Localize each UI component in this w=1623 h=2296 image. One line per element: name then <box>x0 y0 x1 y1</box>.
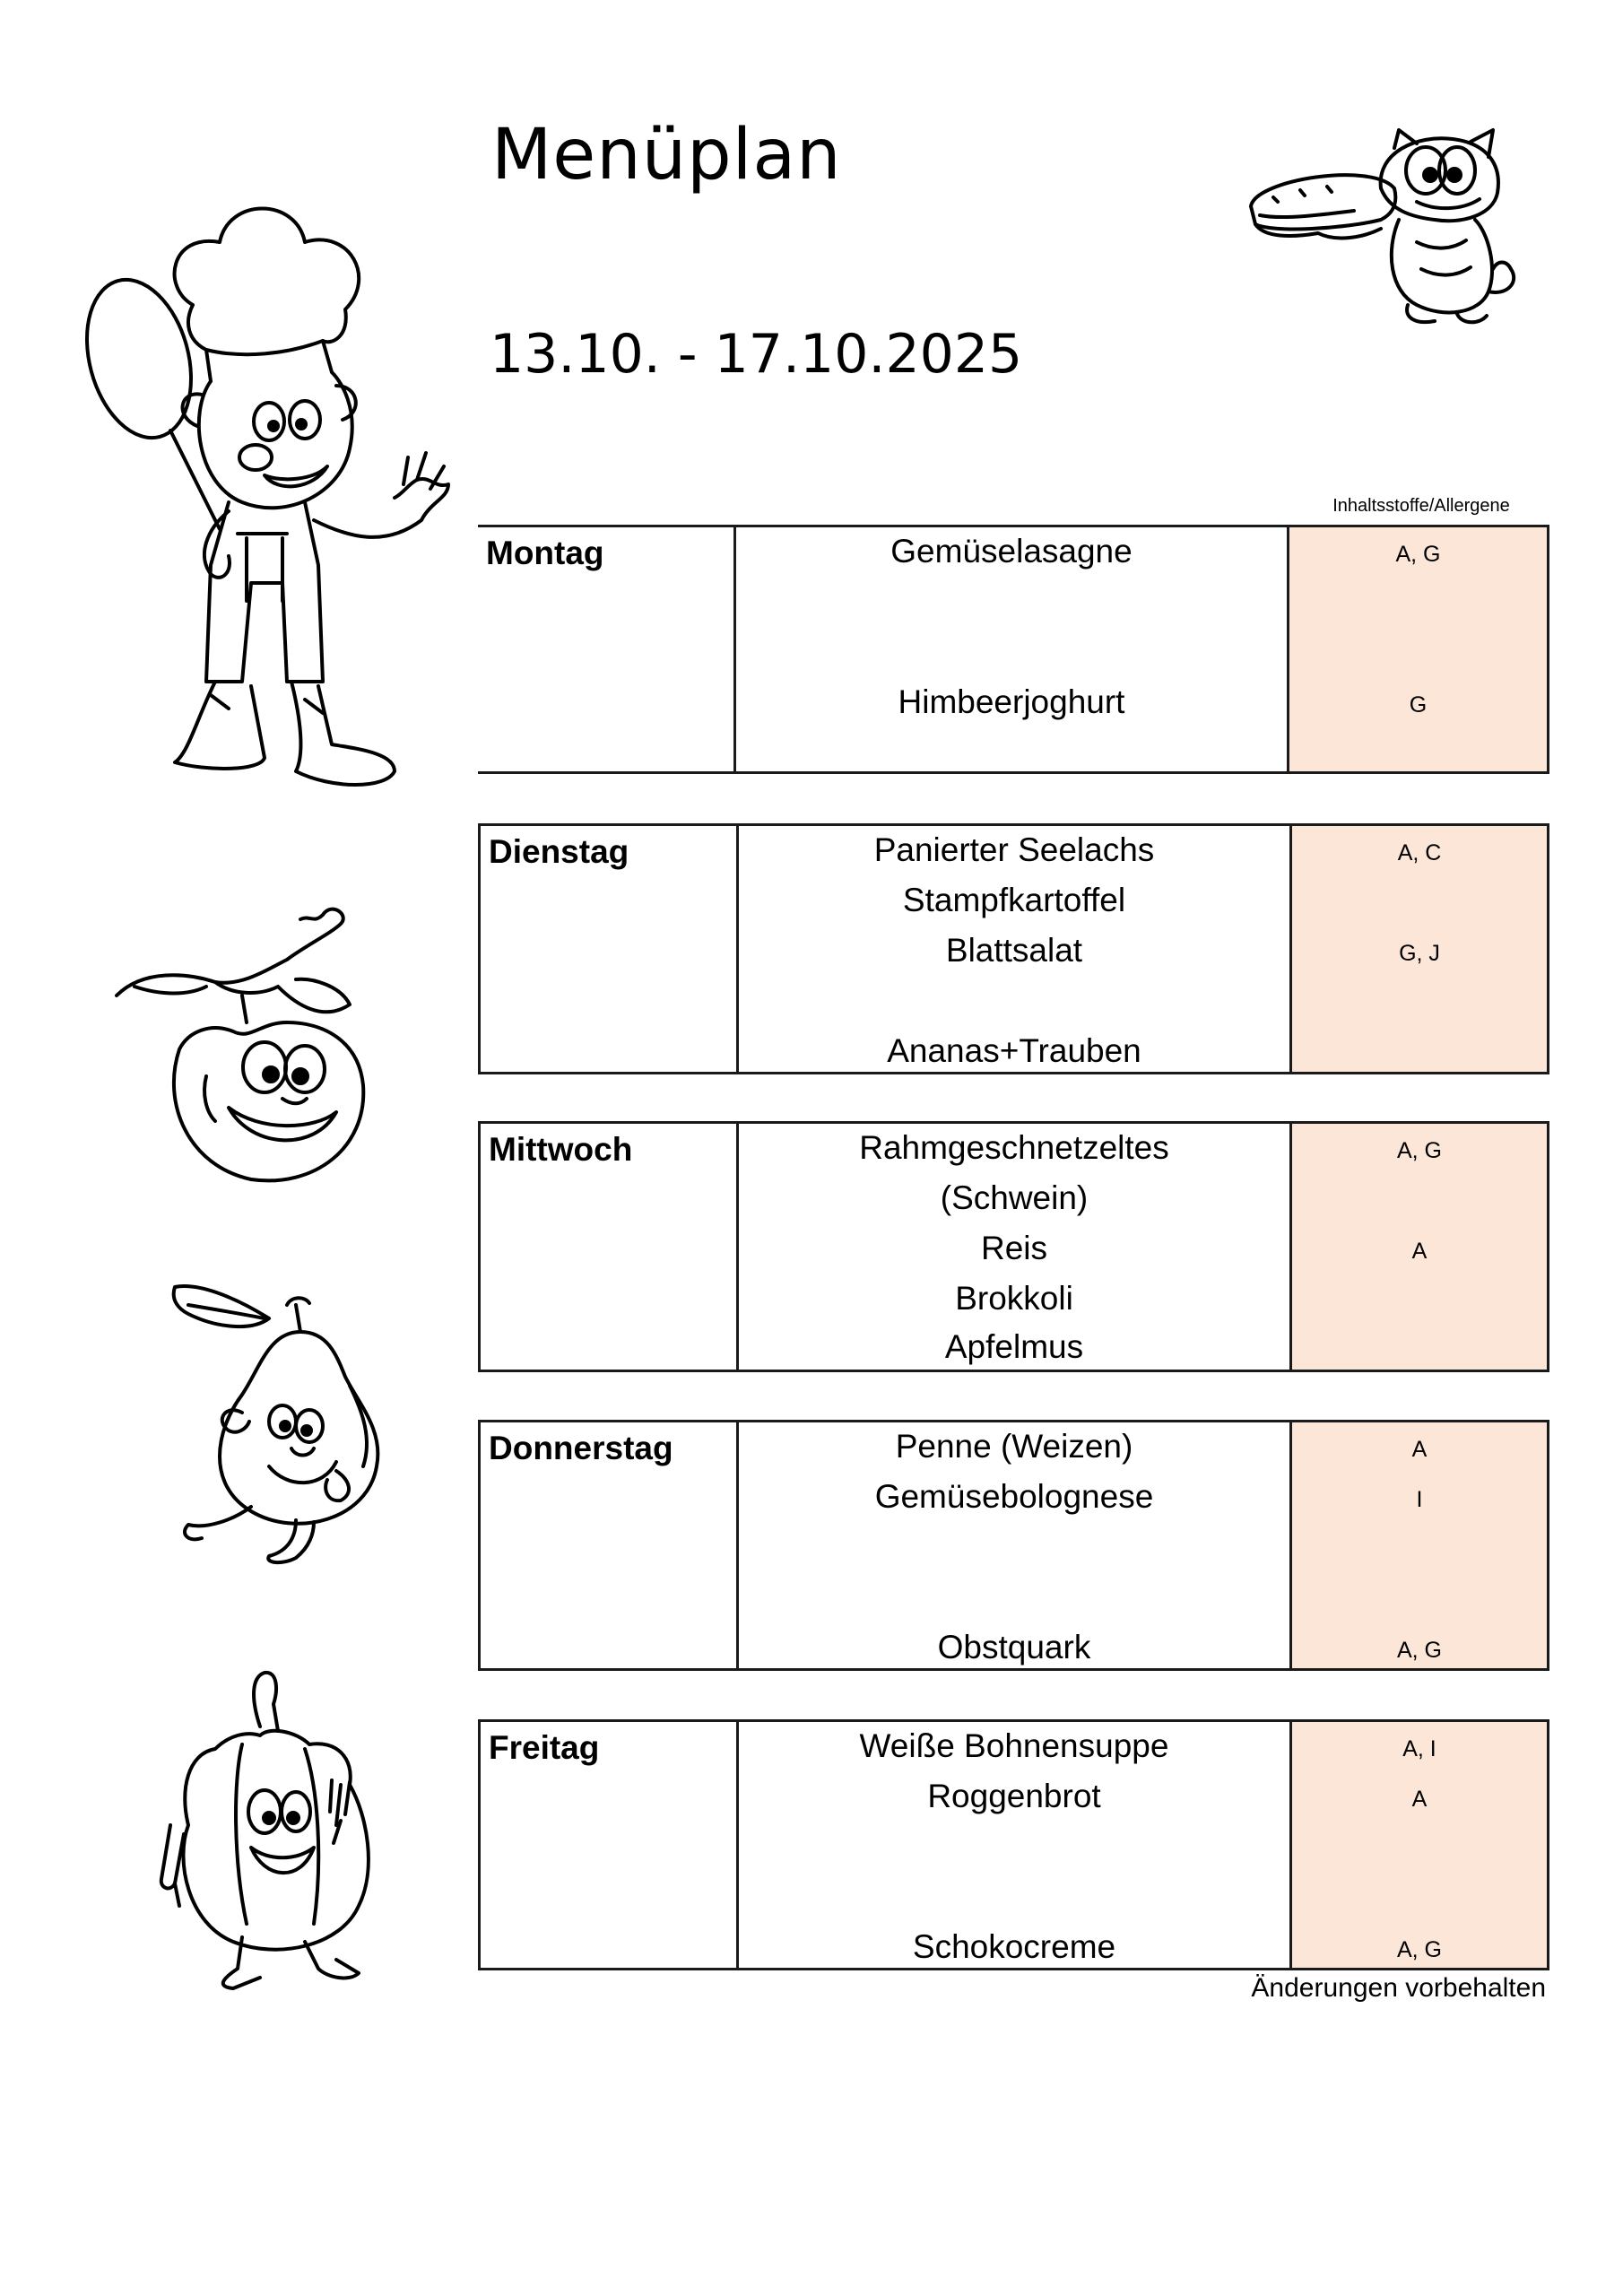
dish-item: (Schwein) <box>940 1179 1089 1216</box>
allergen-item: G, J <box>1399 941 1440 966</box>
dish-item: Apfelmus <box>944 1328 1084 1365</box>
day-table-wednesday <box>478 1121 1549 1372</box>
allergen-item: G <box>1409 692 1428 718</box>
allergen-item: A, G <box>1396 1138 1442 1163</box>
allergen-item: A, G <box>1396 1638 1442 1663</box>
day-label: Donnerstag <box>481 1422 739 1668</box>
smiling-tomato-icon <box>108 897 404 1193</box>
dish-item: Brokkoli <box>955 1280 1073 1317</box>
dish-item: Panierter Seelachs <box>873 831 1155 868</box>
page-title: Menüplan <box>491 115 842 196</box>
dish-item: Blattsalat <box>945 932 1083 969</box>
date-range: 13.10. - 17.10.2025 <box>490 323 1023 386</box>
allergen-item: A <box>1411 1437 1428 1462</box>
dish-column <box>739 1722 1292 1968</box>
allergen-item: A <box>1411 1787 1428 1812</box>
allergen-item: I <box>1416 1487 1423 1512</box>
dish-item: Weiße Bohnensuppe <box>859 1727 1169 1764</box>
dish-item: Roggenbrot <box>927 1778 1101 1814</box>
cat-with-sandwich-icon <box>1237 126 1524 332</box>
day-table-thursday <box>478 1420 1549 1671</box>
allergen-item: A, G <box>1395 542 1441 567</box>
allergen-item: A, C <box>1397 840 1442 865</box>
allergen-column <box>1292 826 1547 1072</box>
dish-column <box>736 527 1289 771</box>
dish-item: Reis <box>980 1230 1048 1266</box>
dish-item: Penne (Weizen) <box>895 1428 1133 1465</box>
dish-column <box>739 1124 1292 1370</box>
dish-item: Schokocreme <box>912 1928 1116 1965</box>
day-label: Dienstag <box>481 826 739 1072</box>
allergen-item: A <box>1411 1239 1428 1264</box>
dish-column <box>739 1422 1292 1668</box>
allergen-item: A, I <box>1402 1736 1436 1761</box>
dish-item: Ananas+Trauben <box>887 1032 1141 1069</box>
allergen-item: A, G <box>1396 1937 1442 1962</box>
dish-item: Stampfkartoffel <box>902 882 1126 918</box>
allergen-column-label: Inhaltsstoffe/Allergene <box>1332 496 1510 516</box>
day-table-tuesday <box>478 823 1549 1074</box>
dish-item: Himbeerjoghurt <box>898 683 1125 720</box>
day-table-friday <box>478 1719 1549 1970</box>
dish-item: Gemüsebolognese <box>874 1478 1154 1515</box>
day-table-monday <box>478 525 1549 774</box>
running-pear-icon <box>135 1278 395 1565</box>
dish-column <box>739 826 1292 1072</box>
dish-item: Obstquark <box>937 1629 1091 1665</box>
day-label: Freitag <box>481 1722 739 1968</box>
allergen-column <box>1292 1422 1547 1668</box>
dish-item: Rahmgeschnetzeltes <box>859 1129 1169 1166</box>
day-label: Montag <box>478 527 736 771</box>
chef-boy-with-spoon-icon <box>63 179 466 798</box>
day-label: Mittwoch <box>481 1124 739 1370</box>
dish-item: Gemüselasagne <box>890 533 1133 570</box>
pepper-with-cutlery-icon <box>135 1664 404 2005</box>
allergen-column <box>1289 527 1547 771</box>
allergen-column <box>1292 1722 1547 1968</box>
allergen-column <box>1292 1124 1547 1370</box>
changes-reserved-note: Änderungen vorbehalten <box>1251 1973 1546 2003</box>
